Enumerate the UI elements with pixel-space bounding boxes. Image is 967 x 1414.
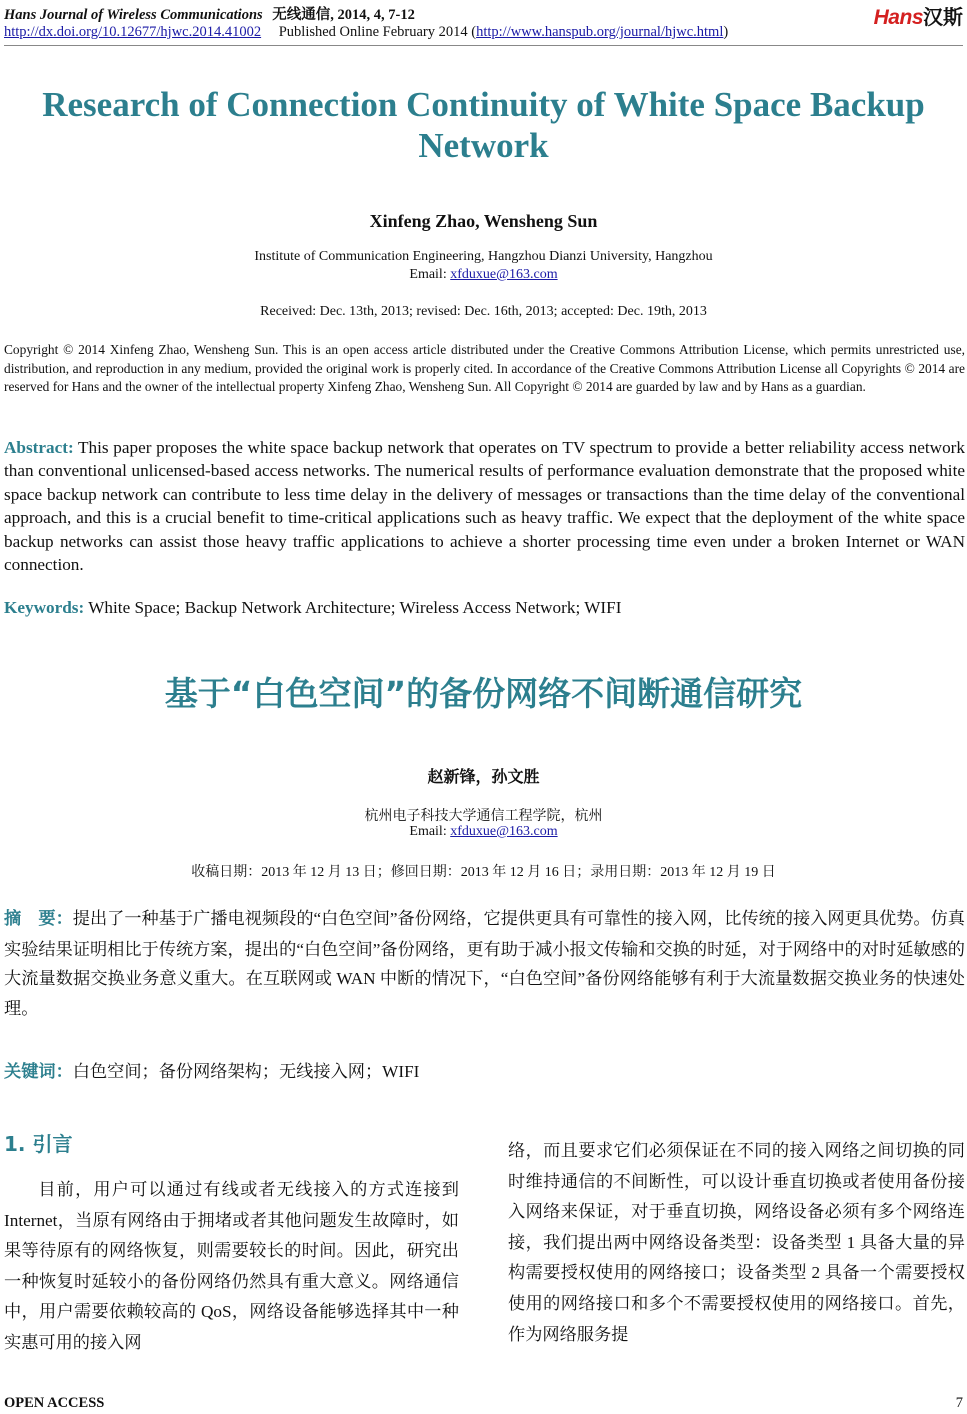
keywords-text: White Space; Backup Network Architecture; Wireless Access Network; WIFI [88, 598, 622, 617]
page-number: 7 [955, 1395, 963, 1411]
running-header [4, 3, 415, 24]
section-heading-introduction: 1. 引言 [4, 1132, 73, 1156]
published-close: ) [723, 24, 729, 40]
doi-line [4, 24, 728, 41]
email-label: Email: [409, 267, 451, 282]
logo-cn-text: 汉斯 [923, 7, 963, 29]
logo-hans-text: Hans [873, 6, 923, 29]
abstract-cn-text: 提出了一种基于广播电视频段的“白色空间”备份网络，它提供更具有可靠性的接入网，比传统的接入网更具优势。仿真实验结果证明相比于传统方案，提出的“白色空间”备份网络，更有助于减小报文传输和交换的时延，对于网络中的对时延敏感的大流量数据交换业务意义重大。在互联网或 WAN 中断的情况下，“白色空间”备份网络能够有利于大流量数据交换业务的快速处理。 [4, 909, 965, 1018]
email-link-cn[interactable]: xfduxue@163.com [450, 824, 558, 839]
body-column-left: 目前，用户可以通过有线或者无线接入的方式连接到 Internet，当原有网络由于拥堵或者其他问题发生故障时，如果等待原有的网络恢复，则需要较长的时间。因此，研究出一种恢复时延较小的备份网络仍然具有重大意义。网络通信中，用户需要依赖较高的 QoS，网络设备能够选择其中一种实惠可用的接入网 [4, 1180, 459, 1352]
abstract-cn [4, 904, 965, 1023]
received-dates-cn: 收稿日期：2013 年 12 月 13 日；修回日期：2013 年 12 月 16 日；录用日期：2013 年 12 月 19 日 [191, 865, 776, 880]
keywords-cn-label: 关键词： [4, 1062, 73, 1082]
published-note: Published Online February 2014 ( [278, 24, 477, 40]
body-column-right: 络，而且要求它们必须保证在不同的接入网络之间切换的同时维持通信的不间断性，可以设计垂直切换或者使用备份接入网络来保证，对于垂直切换，网络设备必须有多个网络连接，我们提出两中网络设备类型：设备类型 1 具备大量的异构需要授权使用的网络接口；设备类型 2 具备一个需要授权使用的网络接口和多个不需要授权使用的网络接口。首先，作为网络服务提 [508, 1141, 965, 1344]
journal-name: Hans Journal of Wireless Communications [4, 7, 263, 23]
authors-cn: 赵新锋，孙文胜 [427, 769, 540, 786]
email-line-en [0, 267, 967, 283]
keywords-cn [4, 1057, 419, 1082]
email-label-cn: Email: [409, 824, 451, 839]
paper-title-cn: 基于“白色空间”的备份网络不间断通信研究 [164, 674, 803, 713]
abstract-en [4, 436, 965, 576]
authors-en: Xinfeng Zhao, Wensheng Sun [369, 211, 598, 231]
affiliation-cn: 杭州电子科技大学通信工程学院，杭州 [364, 809, 603, 824]
copyright-notice: Copyright © 2014 Xinfeng Zhao, Wensheng Sun. This is an open access article distributed under the Creative Commons Attribution License, which permits unrestricted use, distribution, and reproduction in any medium, provided the original work is properly cited. In accordance of the Creative Commons Attribution License all Copyrights © 2014 are reserved for Hans and the owner of the intellectual property Xinfeng Zhao, Wensheng Sun. All Copyright © 2014 are guarded by law and by Hans as a guardian. [4, 342, 965, 394]
email-link-en[interactable]: xfduxue@163.com [450, 267, 558, 282]
abstract-cn-label: 摘 要： [4, 909, 73, 929]
email-line-cn [0, 824, 967, 840]
abstract-text: This paper proposes the white space backup network that operates on TV spectrum to provide a better reliability access network than conventional unlicensed-based access networks. The numerical results of performance evaluation demonstrate that the proposed white space backup network can contribute to less time delay in the delivery of messages or transactions than the time delay of the conventional approach, and this is a crucial benefit to time-critical applications such as heavy traffic. We expect that the deployment of the white space backup networks can assist those heavy traffic applications to achieve a shorter processing time even under a broken Internet or WAN connection. [4, 438, 965, 575]
open-access-label: OPEN ACCESS [4, 1395, 105, 1411]
keywords-en [4, 598, 621, 618]
paper-title-en: Research of Connection Continuity of White Space Backup Network [42, 85, 925, 165]
abstract-label: Abstract: [4, 438, 74, 457]
keywords-label: Keywords: [4, 598, 85, 617]
header-divider [4, 45, 963, 46]
received-dates-en: Received: Dec. 13th, 2013; revised: Dec. 16th, 2013; accepted: Dec. 19th, 2013 [260, 304, 707, 319]
publisher-logo [874, 1, 963, 30]
page-footer [4, 1395, 963, 1412]
doi-link[interactable]: http://dx.doi.org/10.12677/hjwc.2014.41002 [4, 24, 262, 40]
journal-issue: 无线通信, 2014, 4, 7-12 [272, 7, 415, 23]
keywords-cn-text: 白色空间；备份网络架构；无线接入网；WIFI [72, 1062, 420, 1081]
affiliation-en: Institute of Communication Engineering, Hangzhou Dianzi University, Hangzhou [254, 249, 713, 264]
journal-url-link[interactable]: http://www.hanspub.org/journal/hjwc.html [476, 24, 724, 40]
